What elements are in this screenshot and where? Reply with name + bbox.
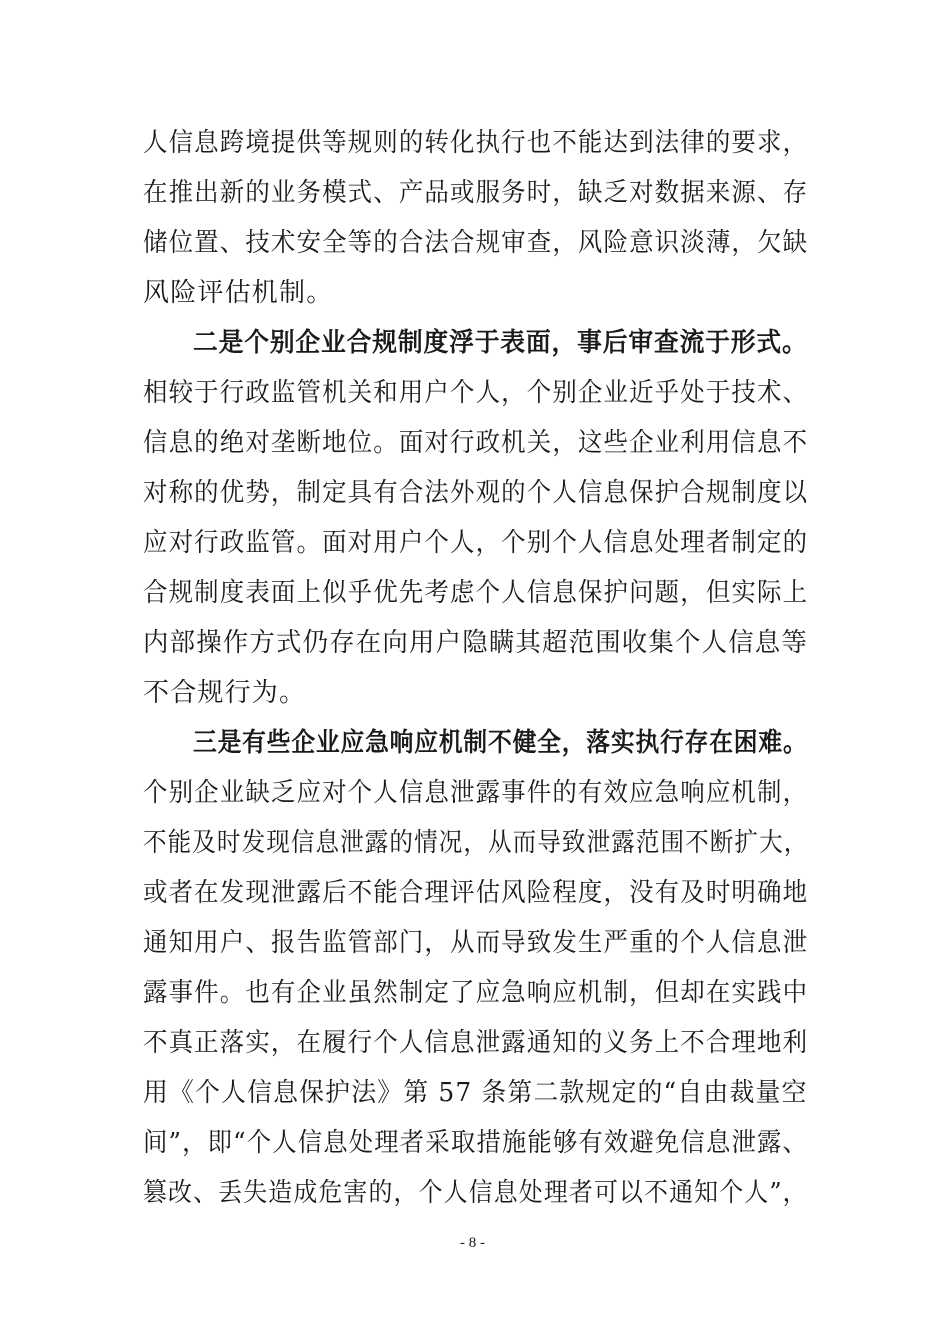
text-line: 对称的优势，制定具有合法外观的个人信息保护合规制度以	[143, 478, 809, 508]
text-line: 信息的绝对垄断地位。面对行政机关，这些企业利用信息不	[143, 428, 809, 458]
text-line: 间”，即“个人信息处理者采取措施能够有效避免信息泄露、	[143, 1128, 808, 1158]
text-line: 在推出新的业务模式、产品或服务时，缺乏对数据来源、存	[143, 178, 809, 208]
section-heading: 三是有些企业应急响应机制不健全，落实执行存在困难。	[193, 728, 808, 758]
text-line: 不合规行为。	[143, 678, 307, 708]
text-line: 通知用户、报告监管部门，从而导致发生严重的个人信息泄	[143, 928, 809, 958]
text-line: 个别企业缺乏应对个人信息泄露事件的有效应急响应机制，	[143, 778, 809, 808]
page-number: - 8 -	[460, 1235, 485, 1251]
text-line: 合规制度表面上似乎优先考虑个人信息保护问题，但实际上	[143, 578, 809, 608]
text-line: 储位置、技术安全等的合法合规审查，风险意识淡薄，欠缺	[143, 228, 809, 258]
text-line: 内部操作方式仍存在向用户隐瞒其超范围收集个人信息等	[143, 628, 809, 658]
text-line: 篡改、丢失造成危害的，个人信息处理者可以不通知个人”，	[143, 1178, 808, 1208]
text-line: 用《个人信息保护法》第 57 条第二款规定的“自由裁量空	[143, 1078, 808, 1108]
text-line: 露事件。也有企业虽然制定了应急响应机制，但却在实践中	[143, 978, 809, 1008]
text-line: 或者在发现泄露后不能合理评估风险程度，没有及时明确地	[143, 878, 809, 908]
text-line: 不真正落实，在履行个人信息泄露通知的义务上不合理地利	[143, 1028, 809, 1058]
text-line: 不能及时发现信息泄露的情况，从而导致泄露范围不断扩大，	[143, 828, 809, 858]
text-line: 风险评估机制。	[143, 278, 334, 308]
section-heading: 二是个别企业合规制度浮于表面，事后审查流于形式。	[193, 328, 808, 358]
text-line: 人信息跨境提供等规则的转化执行也不能达到法律的要求，	[143, 128, 809, 158]
text-line: 相较于行政监管机关和用户个人，个别企业近乎处于技术、	[143, 378, 809, 408]
text-line: 应对行政监管。面对用户个人，个别个人信息处理者制定的	[143, 528, 809, 558]
